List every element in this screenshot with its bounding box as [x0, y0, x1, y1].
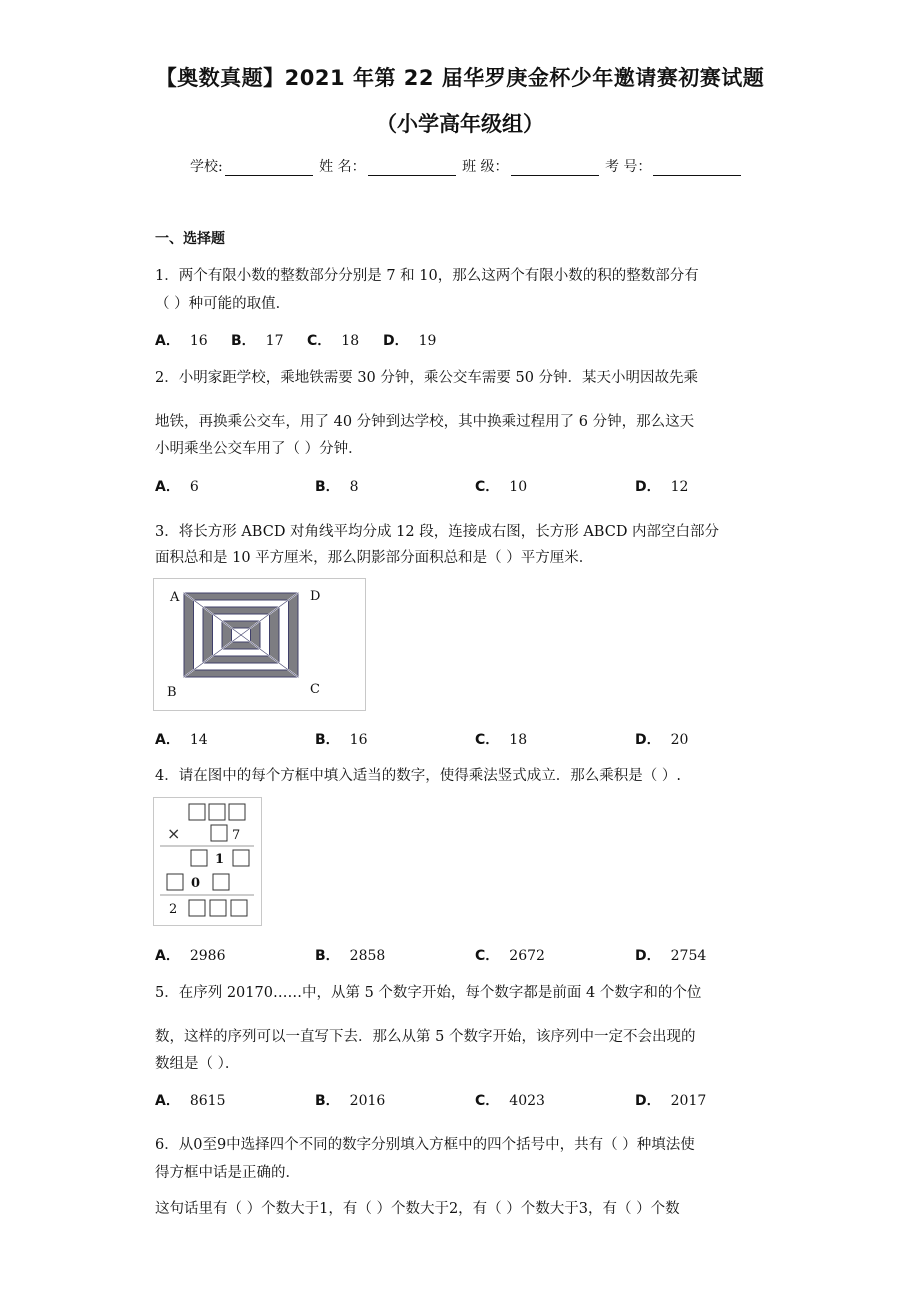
name-blank — [368, 161, 456, 176]
name-label: 姓 名： — [319, 159, 366, 175]
vertex-label-a: A — [170, 590, 180, 605]
option — [635, 1090, 706, 1110]
digit-box — [231, 900, 247, 916]
given-digit-1: 1 — [215, 852, 225, 867]
question-1-line-1: 1．两个有限小数的整数部分分别是 7 和 10，那么这两个有限小数的积的整数部分有 — [155, 268, 699, 284]
section-title: 一、选择题 — [155, 231, 225, 247]
option-text: 20 — [670, 732, 689, 748]
option-letter: B． — [231, 333, 256, 349]
question-6-line-2: 得方框中话是正确的． — [155, 1165, 300, 1181]
option-letter: A． — [155, 1093, 180, 1109]
question-3-line-2: 面积总和是 10 平方厘米，那么阴影部分面积总和是（ ）平方厘米． — [155, 550, 594, 566]
option-letter: D． — [635, 948, 661, 964]
question-2-line-2: 地铁，再换乘公交车，用了 40 分钟到达学校，其中换乘过程用了 6 分钟，那么这天 — [155, 414, 695, 430]
option-letter: C． — [475, 948, 500, 964]
option-letter: D． — [383, 333, 409, 349]
question-5-line-1: 5．在序列 20170……中，从第 5 个数字开始，每个数字都是前面 4 个数字和的个位 — [155, 985, 702, 1001]
question-5-line-3: 数组是（ ）． — [155, 1056, 240, 1072]
class-blank — [511, 161, 599, 176]
question-2-line-3: 小明乘坐公交车用了（ ）分钟． — [155, 441, 363, 457]
option-letter: B． — [315, 1093, 340, 1109]
id-blank — [653, 161, 741, 176]
digit-box — [233, 850, 249, 866]
option-text: 19 — [418, 333, 437, 349]
option — [475, 1090, 545, 1110]
multiplication-puzzle-diagram — [154, 798, 261, 925]
digit-box — [229, 804, 245, 820]
option — [315, 1090, 385, 1110]
option — [231, 330, 284, 350]
option — [315, 476, 359, 496]
page-subtitle: （小学高年级组） — [376, 112, 544, 136]
question-6-line-3: 这句话里有（ ）个数大于1，有（ ）个数大于2，有（ ）个数大于3，有（ ）个数 — [155, 1201, 680, 1217]
question-2-line-1: 2．小明家距学校，乘地铁需要 30 分钟，乘公交车需要 50 分钟．某天小明因故先乘 — [155, 370, 699, 386]
digit-box — [213, 874, 229, 890]
option-text: 2986 — [189, 948, 226, 964]
option — [635, 476, 688, 496]
option — [635, 945, 706, 965]
option-letter: C． — [475, 479, 500, 495]
option-letter: C． — [475, 732, 500, 748]
option — [475, 945, 545, 965]
digit-box — [189, 900, 205, 916]
school-label: 学校: — [190, 159, 223, 175]
option-text: 4023 — [509, 1093, 545, 1109]
nested-rectangles-diagram — [154, 579, 365, 710]
digit-box — [191, 850, 207, 866]
option — [315, 729, 368, 749]
digit-box — [167, 874, 183, 890]
option-text: 14 — [189, 732, 208, 748]
question-5-options — [155, 1090, 855, 1110]
student-info-row — [190, 156, 743, 176]
class-label: 班 级： — [462, 159, 509, 175]
digit-box — [211, 825, 227, 841]
id-label: 考 号： — [604, 159, 652, 175]
option-letter: D． — [635, 1093, 661, 1109]
option — [155, 945, 225, 965]
vertex-label-d: D — [310, 589, 321, 604]
question-1-options — [155, 330, 855, 350]
question-3-line-1: 3．将长方形 ABCD 对角线平均分成 12 段，连接成右图，长方形 ABCD 内部空白部分 — [155, 524, 720, 540]
vertex-label-c: C — [310, 682, 320, 697]
option-text: 2858 — [349, 948, 386, 964]
option-letter: A． — [155, 479, 180, 495]
option-letter: A． — [155, 948, 180, 964]
given-digit-0: 0 — [191, 876, 201, 891]
digit-box — [189, 804, 205, 820]
option-text: 17 — [265, 333, 284, 349]
vertex-label-b: B — [167, 685, 177, 700]
option-text: 12 — [670, 479, 689, 495]
option-letter: D． — [635, 479, 661, 495]
option-letter: C． — [307, 333, 332, 349]
option-letter: C． — [475, 1093, 500, 1109]
option-letter: A． — [155, 732, 180, 748]
option-text: 6 — [189, 479, 199, 495]
option — [315, 945, 385, 965]
option-text: 8 — [349, 479, 359, 495]
option-text: 2754 — [670, 948, 707, 964]
option-text: 10 — [509, 479, 528, 495]
question-1-line-2: （ ）种可能的取值． — [155, 296, 291, 312]
option-letter: D． — [635, 732, 661, 748]
option-text: 18 — [509, 732, 528, 748]
question-4-options — [155, 945, 855, 965]
times-sign: × — [167, 824, 181, 843]
question-6-line-1: 6．从0至9中选择四个不同的数字分别填入方框中的四个括号中，共有（ ）种填法使 — [155, 1137, 695, 1153]
option — [155, 729, 208, 749]
option — [475, 729, 527, 749]
option — [155, 476, 199, 496]
option-letter: B． — [315, 479, 340, 495]
question-2-options — [155, 476, 855, 496]
option-text: 2672 — [509, 948, 545, 964]
question-5-line-2: 数，这样的序列可以一直写下去．那么从第 5 个数字开始，该序列中一定不会出现的 — [155, 1029, 696, 1045]
option-letter: B． — [315, 948, 340, 964]
option — [307, 330, 359, 350]
page-title: 【奥数真题】2021 年第 22 届华罗庚金杯少年邀请赛初赛试题 — [155, 66, 765, 90]
digit-box — [209, 804, 225, 820]
option — [475, 476, 527, 496]
option — [635, 729, 688, 749]
given-digit-2: 2 — [169, 902, 178, 917]
option-text: 16 — [189, 333, 208, 349]
given-digit-7: 7 — [232, 828, 241, 843]
option — [155, 330, 208, 350]
rectangle-figure — [153, 578, 366, 711]
question-3-options — [155, 729, 855, 749]
option-letter: B． — [315, 732, 340, 748]
option-text: 16 — [349, 732, 368, 748]
option-text: 2016 — [349, 1093, 386, 1109]
question-4-line-1: 4．请在图中的每个方框中填入适当的数字，使得乘法竖式成立．那么乘积是（ ）. — [155, 768, 681, 784]
school-blank — [225, 161, 313, 176]
option-text: 18 — [341, 333, 360, 349]
option-text: 2017 — [670, 1093, 707, 1109]
option-text: 8615 — [189, 1093, 226, 1109]
digit-box — [210, 900, 226, 916]
option — [383, 330, 436, 350]
multiplication-figure — [153, 797, 262, 926]
option-letter: A． — [155, 333, 180, 349]
option — [155, 1090, 225, 1110]
